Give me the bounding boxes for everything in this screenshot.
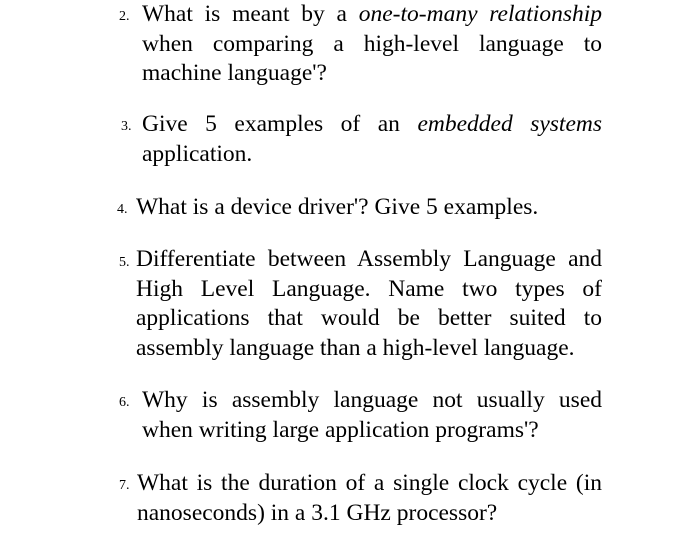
question-2-text (142, 0, 602, 89)
question-text-segment: Give 5 examples of an (142, 111, 418, 137)
question-text-italic-segment: embedded systems (417, 111, 602, 137)
question-7-text (137, 469, 602, 528)
question-number: 5. (119, 255, 130, 270)
question-text-segment: Differentiate between Assembly Language and High Level Language. Name two types of applications that would be better suited to assembly language than a high-level language. (136, 246, 602, 361)
question-text-segment: What is a device driver'? Give 5 examples. (136, 194, 539, 220)
question-4-text (136, 193, 606, 223)
question-5-text (136, 245, 602, 363)
question-number: 7. (119, 478, 130, 493)
question-text-segment: What is meant by a (142, 1, 359, 27)
question-number: 3. (121, 119, 132, 134)
question-text-segment: What is the duration of a single clock cycle (in nanoseconds) in a 3.1 GHz processor? (137, 470, 602, 526)
question-number: 2. (119, 9, 130, 24)
question-6-text (142, 386, 602, 445)
question-text-segment: application. (142, 140, 253, 167)
question-3-text (142, 110, 602, 169)
question-text-segment: Why is assembly language not usually used when writing large application programs'? (142, 387, 602, 443)
question-text-segment: when comparing a high-level language to machine language'? (142, 30, 602, 86)
question-number: 6. (119, 395, 130, 410)
question-text-italic-segment: one-to-many relationship (358, 1, 602, 27)
question-number: 4. (117, 202, 128, 217)
